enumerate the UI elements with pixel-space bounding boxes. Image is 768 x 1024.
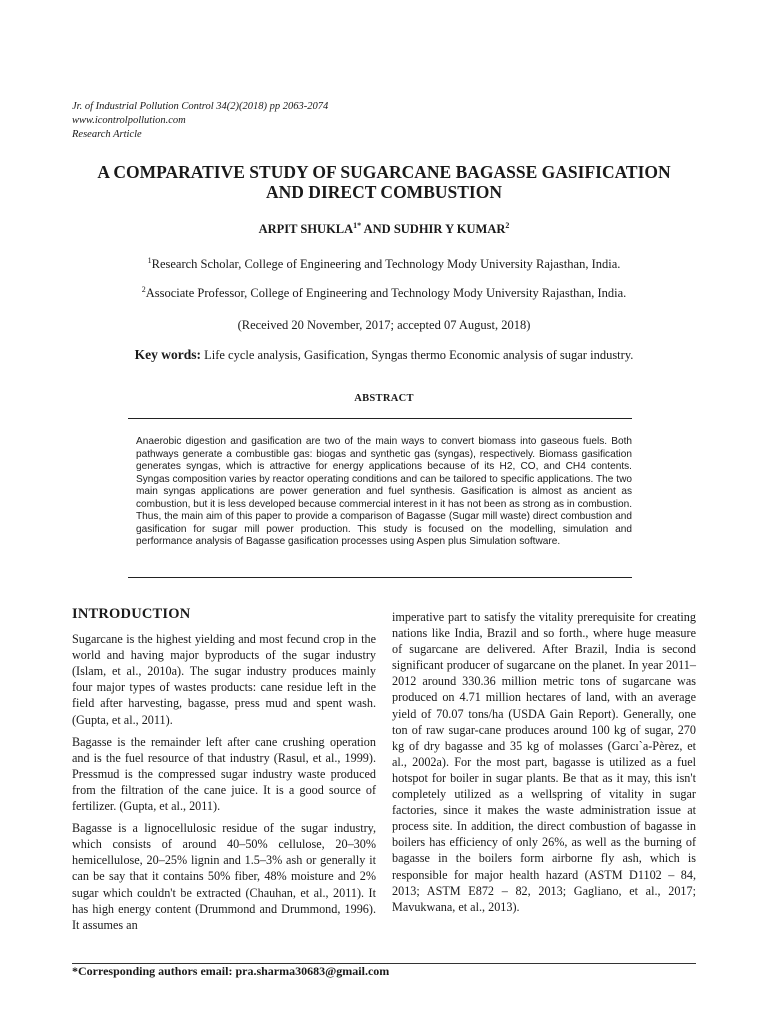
author-connector: AND bbox=[361, 222, 394, 236]
received-dates: (Received 20 November, 2017; accepted 07 August, 2018) bbox=[237, 318, 531, 332]
intro-paragraph-3: Bagasse is a lignocellulosic residue of the sugar industry, which consists of around 40–50% cellulose, 20–30% hemicellulose, 20–25% lignin and 1.5–3% ash or generally it can be say that it contains 50% fiber, 48% moisture and 2% sugar which couldn't be extracted (Chauhan, et al., 2011). It has high energy content (Drummond and Drummond, 1996). It assumes an bbox=[72, 821, 376, 932]
affiliation-2-mark: 2 bbox=[141, 284, 146, 294]
journal-header bbox=[72, 100, 328, 142]
title-line-1: A COMPARATIVE STUDY OF SUGARCANE BAGASSE GASIFICATION bbox=[97, 162, 671, 182]
intro-paragraph-1: Sugarcane is the highest yielding and most fecund crop in the world and having major byproducts of the sugar industry (Islam, et al., 2010a). The sugar industry produces mainly four major types of wastes products: cane residue left in the field after harvesting, bagasse, press mud and spent wash. (Gupta, et al., 2011). bbox=[72, 632, 376, 727]
title-line-2: AND DIRECT COMBUSTION bbox=[266, 182, 502, 202]
author-1-affiliation-mark: 1* bbox=[353, 220, 362, 230]
author-list bbox=[0, 222, 768, 237]
journal-citation: Jr. of Industrial Pollution Control 34(2)(2018) pp 2063-2074 bbox=[72, 101, 329, 112]
intro-paragraph-2: Bagasse is the remainder left after cane crushing operation and is the fuel resource of that industry (Rasul, et al., 1999). Pressmud is the compressed sugar industry waste produced from the filtration of the cane juice. It is a good source of fertilizer. (Gupta, et al., 2011). bbox=[72, 734, 376, 814]
affiliation-1-mark: 1 bbox=[147, 255, 152, 265]
affiliation-1 bbox=[0, 257, 768, 272]
introduction-heading: INTRODUCTION bbox=[72, 606, 191, 622]
affiliation-2-text: Associate Professor, College of Engineering and Technology Mody University Rajasthan, India. bbox=[145, 286, 627, 300]
abstract-heading: ABSTRACT bbox=[354, 393, 414, 404]
affiliation-1-text: Research Scholar, College of Engineering and Technology Mody University Rajasthan, India. bbox=[151, 257, 621, 271]
keywords bbox=[0, 347, 768, 363]
body-column-right bbox=[392, 609, 696, 921]
journal-website[interactable]: www.icontrolpollution.com bbox=[72, 115, 186, 126]
intro-paragraph-4: imperative part to satisfy the vitality prerequisite for creating nations like India, Brazil and so forth., where huge measure of sugarcane are delivered. After Brazil, India is second significant producer of sugarcane on the planet. In year 2011–2012 around 330.36 million metric tons of sugarcane was produced on 4.71 million hectares of land, with an average yield of 70.07 tons/ha (USDA Gain Report). Generally, one ton of raw sugar-cane produces around 100 kg of sugar, 270 kg of dry bagasse and 35 kg of molasses (Garcı`a-Pèrez, et al., 2002a). For the most part, bagasse is utilized as a fuel hotspot for boiler in sugar plants. Be that as it may, this isn't completely utilized as a wellspring of vitality in sugar factories, since it makes the waste administration issue at process site. In addition, the direct combustion of bagasse in boilers has efficiency of only 26%, as well as the burning of bagasse in the boilers form airborne fly ash, which is responsible for major health hazard (ASTM D1102 – 84, 2013; ASTM E872 – 82, 2013; Gagliano, et al., 2017; Mavukwana, et al., 2013). bbox=[392, 610, 696, 914]
abstract-text: Anaerobic digestion and gasification are two of the main ways to convert biomass into gaseous fuels. Both pathways generate a combustible gas: biogas and synthetic gas (syngas), respectively. Biomass gasification generates syngas, which is attractive for energy applications because of its H2, CO, and CH4 contents. Syngas composition varies by reactor operating conditions and can be tailored to specific applications. The two main syngas applications are power generation and fuel synthesis. Gasification is almost as ancient as combustion, but it is less developed because commercial interest in it has not been as strong as in combustion. Thus, the main aim of this paper to provide a comparison of Bagasse (Sugar mill waste) direct combustion and gasification for sugar mill power production. This study is focused on the modelling, simulation and performance analysis of Bagasse gasification processes using Aspen plus Simulation software. bbox=[136, 436, 632, 547]
author-2: SUDHIR Y KUMAR bbox=[393, 222, 506, 236]
author-2-affiliation-mark: 2 bbox=[505, 220, 510, 230]
article-type: Research Article bbox=[72, 129, 142, 140]
affiliation-2 bbox=[0, 286, 768, 301]
corresponding-author-note: *Corresponding authors email: pra.sharma30683@gmail.com bbox=[72, 964, 390, 978]
body-column-left bbox=[72, 606, 376, 939]
author-1: ARPIT SHUKLA bbox=[258, 222, 354, 236]
paper-title bbox=[60, 162, 708, 202]
keywords-label: Key words: bbox=[134, 347, 201, 362]
keywords-text: Life cycle analysis, Gasification, Syngas thermo Economic analysis of sugar industry. bbox=[200, 348, 634, 362]
